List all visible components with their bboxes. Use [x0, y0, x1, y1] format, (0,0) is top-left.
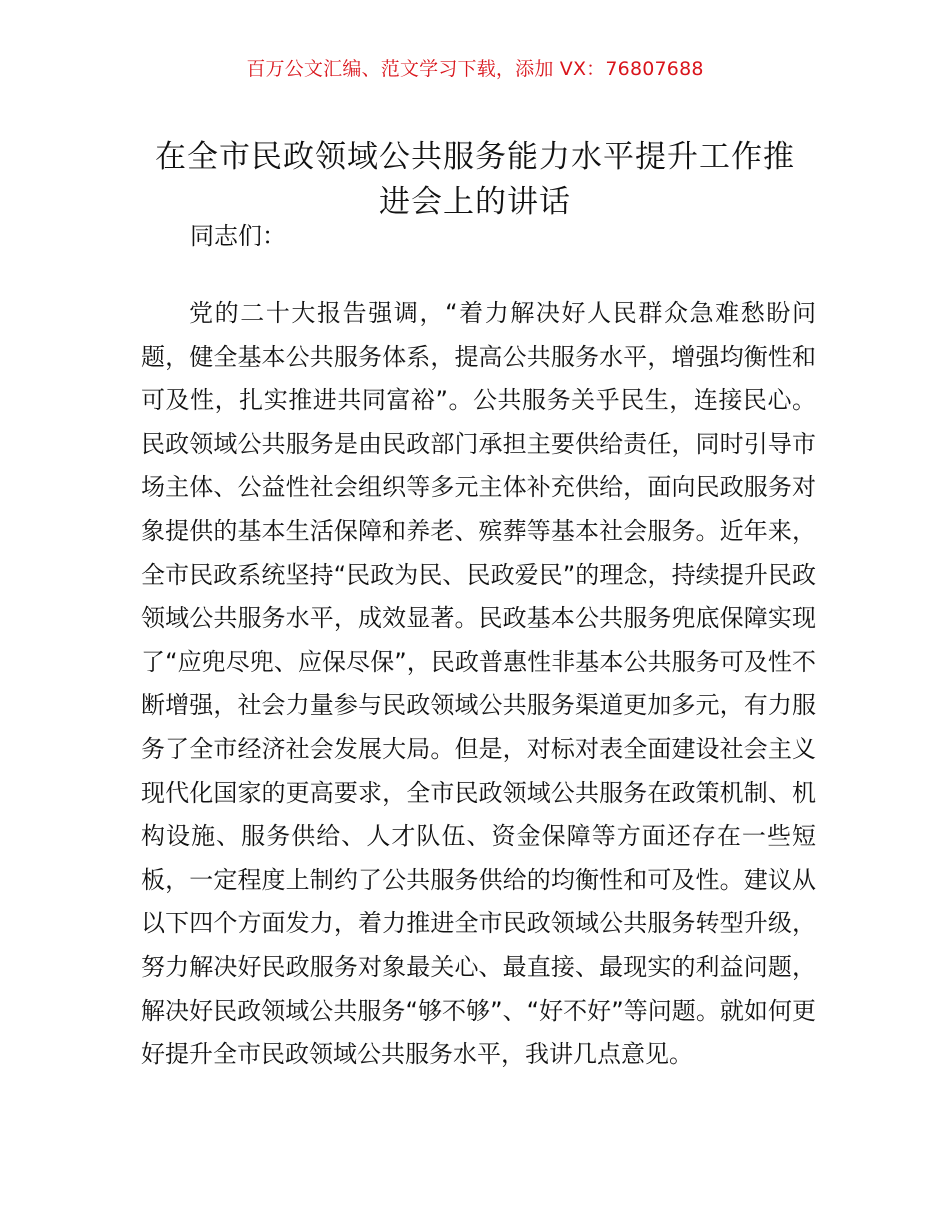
document-title-line-1: 在全市民政领域公共服务能力水平提升工作推	[155, 138, 795, 175]
body-paragraph: 党的二十大报告强调，“着力解决好人民群众急难愁盼问题，健全基本公共服务体系，提高公共服务水平，增强均衡性和可及性，扎实推进共同富裕”。公共服务关乎民生，连接民心。民政领域公共服务是由民政部门承担主要供给责任，同时引导市场主体、公益性社会组织等多元主体补充供给，面向民政服务对象提供的基本生活保障和养老、殡葬等基本社会服务。近年来，全市民政系统坚持“民政为民、民政爱民”的理念，持续提升民政领域公共服务水平，成效显著。民政基本公共服务兜底保障实现了“应兜尽兜、应保尽保”，民政普惠性非基本公共服务可及性不断增强，社会力量参与民政领域公共服务渠道更加多元，有力服务了全市经济社会发展大局。但是，对标对表全面建设社会主义现代化国家的更高要求，全市民政领域公共服务在政策机制、机构设施、服务供给、人才队伍、资金保障等方面还存在一些短板，一定程度上制约了公共服务供给的均衡性和可及性。建议从以下四个方面发力，着力推进全市民政领域公共服务转型升级，努力解决好民政服务对象最关心、最直接、最现实的利益问题，解决好民政领域公共服务“够不够”、“好不好”等问题。就如何更好提升全市民政领域公共服务水平，我讲几点意见。	[141, 299, 816, 1069]
document-title	[130, 135, 820, 225]
header-banner: 百万公文汇编、范文学习下载，添加 VX：76807688	[246, 58, 704, 80]
salutation: 同志们：	[190, 222, 286, 250]
document-title-line-2: 进会上的讲话	[379, 183, 571, 220]
